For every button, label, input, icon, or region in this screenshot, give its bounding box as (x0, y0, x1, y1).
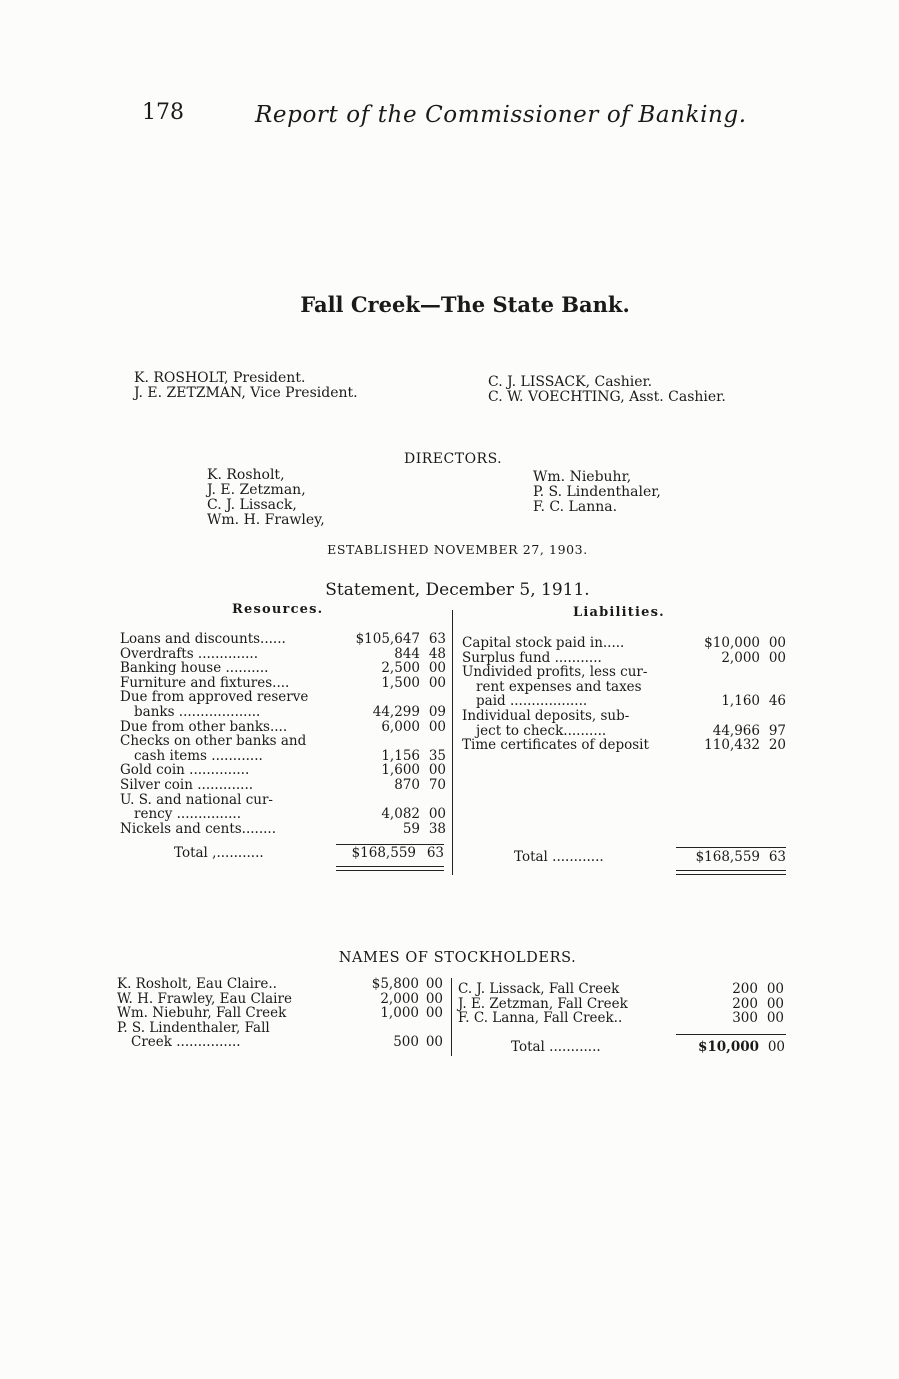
resource-row-cents: 48 (428, 645, 446, 662)
stockholders-total-amount: $10,000 (697, 1039, 759, 1055)
liability-row-cents: 46 (768, 693, 786, 710)
director-right-1: Wm. Niebuhr, (533, 469, 632, 485)
liability-row-amount: 110,432 (704, 737, 760, 754)
stockholder-left-row (117, 977, 447, 992)
liability-row-cents: 00 (768, 649, 786, 666)
stockholder-left-row-label: Creek ............... (131, 1034, 241, 1051)
liability-row (462, 636, 790, 651)
stockholders-heading: NAMES OF STOCKHOLDERS. (338, 950, 577, 966)
stockholder-left-row-cents: 00 (425, 1005, 443, 1022)
stockholder-left-row-label: W. H. Frawley, Eau Claire (117, 990, 292, 1007)
resource-row-cents: 00 (428, 674, 446, 691)
liabilities-subtotal-rule (676, 847, 786, 848)
liability-row-cents: 00 (768, 635, 786, 651)
liability-row-label: Capital stock paid in..... (462, 635, 625, 651)
resource-row-label: banks ................... (134, 704, 261, 720)
resource-row-cents: 63 (428, 631, 446, 647)
director-right-2: P. S. Lindenthaler, (533, 484, 661, 500)
stockholder-right-row-label: C. J. Lissack, Fall Creek (458, 981, 620, 997)
resource-row (120, 807, 448, 822)
liability-row (462, 651, 790, 666)
liability-row-label: Time certificates of deposit (462, 737, 649, 754)
resource-row-cents: 09 (428, 704, 446, 720)
liabilities-total-double-rule (676, 870, 786, 875)
stockholder-left-row-label: K. Rosholt, Eau Claire.. (117, 976, 277, 992)
established-date: ESTABLISHED NOVEMBER 27, 1903. (327, 542, 588, 557)
resource-row-amount: $105,647 (355, 631, 420, 647)
director-left-3: C. J. Lissack, (207, 497, 297, 513)
resource-row-amount: 1,500 (381, 674, 420, 691)
liabilities-total-row (514, 850, 788, 865)
stockholders-total-cents: 00 (767, 1039, 785, 1055)
resource-row-label: Furniture and fixtures.... (120, 674, 290, 691)
stockholder-left-row-cents: 00 (425, 990, 443, 1007)
bank-title: Fall Creek—The State Bank. (300, 292, 630, 317)
running-title: Report of the Commissioner of Banking. (255, 102, 747, 128)
resource-row (120, 690, 448, 705)
stockholder-left-row-cents: 00 (425, 976, 443, 992)
resource-row (120, 793, 448, 808)
resource-row-label: Nickels and cents........ (120, 820, 277, 837)
director-right-3: F. C. Lanna. (533, 499, 618, 515)
resource-row (120, 749, 448, 764)
stockholder-right-row-amount: 200 (732, 995, 758, 1012)
stockholder-right-row-label: F. C. Lanna, Fall Creek.. (458, 1010, 623, 1027)
liability-row (462, 680, 790, 695)
liability-row-cents: 20 (768, 737, 786, 754)
resource-row-cents: 38 (428, 820, 446, 837)
liabilities-heading: Liabilities. (573, 605, 665, 620)
stockholder-right-row (458, 997, 788, 1012)
stockholders-total-label: Total ............ (511, 1039, 601, 1055)
resource-row-amount: 59 (402, 820, 420, 837)
liabilities-total-cents: 63 (768, 849, 786, 865)
stockholder-right-row-amount: 300 (732, 1010, 758, 1027)
resource-row (120, 763, 448, 778)
resource-row-label: Gold coin .............. (120, 762, 250, 779)
resource-row-label: Due from other banks.... (120, 718, 288, 735)
statement-divider (452, 610, 453, 875)
resources-heading: Resources. (232, 602, 324, 617)
stockholder-right-row-amount: 200 (732, 981, 758, 997)
stockholder-right-row-cents: 00 (766, 995, 784, 1012)
stockholder-right-row-label: J. E. Zetzman, Fall Creek (458, 995, 628, 1012)
officer-right-2: C. W. VOECHTING, Asst. Cashier. (488, 389, 726, 405)
liability-row-amount: 2,000 (721, 649, 760, 666)
stockholder-left-row-amount: $5,800 (371, 976, 419, 992)
liability-row-amount: 1,160 (721, 693, 760, 710)
statement-title: Statement, December 5, 1911. (325, 580, 590, 600)
stockholder-left-row-amount: 2,000 (380, 990, 419, 1007)
stockholders-divider (451, 978, 452, 1056)
officer-left-2: J. E. ZETZMAN, Vice President. (134, 385, 358, 401)
liability-row (462, 724, 790, 739)
stockholders-total-row (511, 1040, 786, 1055)
resource-row (120, 720, 448, 735)
liability-row-label: Individual deposits, sub- (462, 708, 630, 724)
resource-row-label: Overdrafts .............. (120, 645, 258, 662)
liability-row (462, 694, 790, 709)
resource-row-amount: 844 (394, 645, 420, 662)
resources-total-label: Total ,........... (174, 845, 264, 861)
stockholder-left-row-label: P. S. Lindenthaler, Fall (117, 1019, 270, 1036)
resource-row-amount: 1,156 (381, 747, 420, 764)
directors-heading: DIRECTORS. (404, 451, 503, 467)
director-left-2: J. E. Zetzman, (207, 482, 306, 498)
stockholder-left-row (117, 992, 447, 1007)
resource-row-label: Banking house .......... (120, 660, 269, 677)
resource-row-label: Silver coin ............. (120, 777, 254, 793)
resource-row-cents: 00 (428, 660, 446, 677)
resource-row (120, 632, 448, 647)
resource-row-amount: 870 (394, 777, 420, 793)
resource-row-cents: 35 (428, 747, 446, 764)
resource-row-label: Loans and discounts...... (120, 631, 286, 647)
stockholder-left-row-label: Wm. Niebuhr, Fall Creek (117, 1005, 287, 1022)
stockholder-right-row (458, 982, 788, 997)
resource-row-amount: 4,082 (381, 806, 420, 823)
resource-row-cents: 00 (428, 762, 446, 779)
resource-row-label: Due from approved reserve (120, 689, 309, 706)
resource-row-amount: 1,600 (381, 762, 420, 779)
resource-row-cents: 00 (428, 718, 446, 735)
resources-total-cents: 63 (426, 845, 444, 861)
director-left-1: K. Rosholt, (207, 467, 285, 483)
stockholder-left-row-amount: 500 (393, 1034, 419, 1051)
page-number: 178 (142, 100, 184, 125)
stockholder-right-row-cents: 00 (766, 1010, 784, 1027)
resources-total-amount: $168,559 (351, 845, 416, 861)
officer-right-1: C. J. LISSACK, Cashier. (488, 374, 653, 390)
stockholder-right-row-cents: 00 (766, 981, 784, 997)
director-left-4: Wm. H. Frawley, (207, 512, 325, 528)
liabilities-total-label: Total ............ (514, 849, 604, 865)
liability-row-label: Surplus fund ........... (462, 649, 602, 666)
stockholder-left-row (117, 1021, 447, 1036)
liability-row-amount: $10,000 (704, 635, 760, 651)
stockholder-left-row (117, 1006, 447, 1021)
liabilities-total-amount: $168,559 (695, 849, 760, 865)
resource-row (120, 822, 448, 837)
liability-row-label: ject to check.......... (476, 722, 607, 739)
liability-row (462, 709, 790, 724)
stockholder-left-row-amount: 1,000 (380, 1005, 419, 1022)
officer-left-1: K. ROSHOLT, President. (134, 370, 306, 386)
resource-row-amount: 44,299 (372, 704, 420, 720)
stockholder-left-row-cents: 00 (425, 1034, 443, 1051)
resource-row-cents: 00 (428, 806, 446, 823)
resource-row (120, 778, 448, 793)
stockholder-right-row (458, 1011, 788, 1026)
resource-row-cents: 70 (428, 777, 446, 793)
resource-row (120, 661, 448, 676)
resource-row-label: cash items ............ (134, 747, 263, 764)
liability-row-amount: 44,966 (712, 722, 760, 739)
resource-row (120, 676, 448, 691)
resource-row (120, 647, 448, 662)
resource-row-amount: 6,000 (381, 718, 420, 735)
liability-row-cents: 97 (768, 722, 786, 739)
stockholders-subtotal-rule (676, 1034, 786, 1035)
resource-row-amount: 2,500 (381, 660, 420, 677)
resources-total-double-rule (336, 866, 444, 871)
stockholder-left-row (117, 1035, 447, 1050)
resource-row-label: Checks on other banks and (120, 733, 307, 750)
resource-row (120, 734, 448, 749)
liability-row-label: rent expenses and taxes (476, 678, 642, 695)
resource-row (120, 705, 448, 720)
resource-row-label: rency ............... (134, 806, 241, 823)
resources-total-row (174, 846, 446, 861)
liability-row (462, 665, 790, 680)
liability-row-label: Undivided profits, less cur- (462, 664, 648, 681)
resource-row-label: U. S. and national cur- (120, 791, 273, 808)
liability-row (462, 738, 790, 753)
liability-row-label: paid .................. (476, 693, 588, 710)
